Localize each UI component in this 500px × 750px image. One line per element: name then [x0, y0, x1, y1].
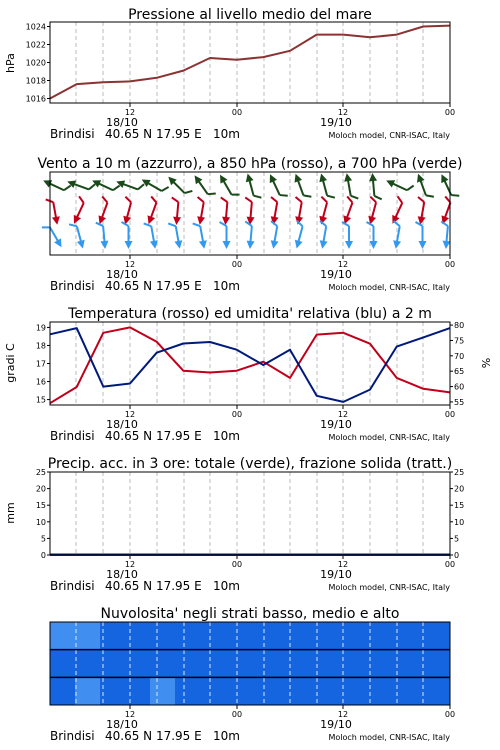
wind-head — [42, 177, 53, 188]
plot-frame — [50, 472, 450, 555]
x-tick-label: 12 — [124, 410, 136, 419]
y-tick-label-right: 20 — [454, 484, 465, 494]
x-tick-label: 00 — [444, 710, 456, 719]
date-label: 18/10 — [106, 568, 138, 581]
elevation-label: 10m — [213, 429, 240, 443]
wind-arrow — [169, 197, 182, 225]
y-tick-label: 15 — [35, 501, 46, 511]
wind-arrow — [363, 197, 381, 226]
wind-arrow — [290, 221, 308, 250]
series-line — [50, 328, 450, 402]
coords-label: 40.65 N 17.95 E — [105, 127, 202, 141]
wind-arrow — [168, 222, 184, 250]
x-tick-label: 00 — [231, 710, 243, 719]
wind-barb — [426, 193, 434, 199]
cloud-cell — [225, 622, 251, 650]
wind-barb — [138, 183, 144, 191]
wind-head — [77, 240, 87, 250]
wind-head — [419, 241, 427, 249]
wind-arrow — [438, 171, 459, 200]
x-tick-label: 12 — [337, 560, 349, 569]
wind-arrow — [193, 222, 209, 250]
y-tick-label: 18 — [35, 341, 46, 351]
wind-barb — [89, 183, 95, 191]
wind-arrow — [385, 174, 414, 195]
cloud-cell — [75, 650, 101, 678]
cloud-cell — [75, 677, 101, 705]
series-line — [50, 327, 450, 403]
wind-head — [343, 173, 352, 182]
cloud-cell — [125, 622, 151, 650]
cloud-cell — [425, 677, 451, 705]
y-tick-label-right: 15 — [454, 501, 465, 511]
panel-title: Temperatura (rosso) ed umidita' relativa (blu) a 2 m — [68, 306, 432, 322]
wind-arrow — [244, 172, 262, 201]
wind-barb — [254, 194, 262, 200]
cloud-cell — [175, 650, 201, 678]
x-tick-label: 12 — [124, 710, 136, 719]
wind-head — [172, 217, 181, 226]
wind-barb — [245, 197, 252, 202]
wind-barb — [327, 194, 335, 200]
model-credit: Moloch model, CNR-ISAC, Italy — [328, 433, 450, 442]
x-tick-label: 00 — [444, 260, 456, 269]
wind-barb — [42, 224, 50, 231]
y-axis-label: % — [480, 357, 493, 369]
y-tick-label: 0 — [40, 551, 46, 560]
wind-arrow — [243, 221, 256, 249]
y-tick-label: 5 — [40, 534, 46, 544]
wind-head — [125, 241, 133, 249]
wind-barb — [197, 197, 205, 202]
model-credit: Moloch model, CNR-ISAC, Italy — [328, 131, 450, 140]
wind-head — [269, 240, 278, 249]
date-label: 18/10 — [106, 418, 138, 431]
y-tick-label: 15 — [35, 395, 46, 405]
cloud-cell — [50, 650, 76, 678]
wind-arrow — [42, 222, 65, 251]
x-tick-label: 00 — [444, 108, 456, 117]
y-tick-label: 1024 — [25, 22, 46, 32]
cloud-cell — [350, 650, 376, 678]
wind-barb — [193, 222, 201, 227]
y-tick-label: 17 — [35, 359, 46, 369]
wind-head — [317, 216, 327, 226]
series-line — [50, 26, 450, 99]
x-tick-label: 12 — [337, 710, 349, 719]
wind-arrow — [46, 198, 62, 226]
elevation-label: 10m — [213, 579, 240, 593]
wind-barb — [168, 222, 176, 227]
cloud-cell — [350, 622, 376, 650]
cloud-cell — [325, 650, 351, 678]
cloud-cell — [300, 650, 326, 678]
wind-head — [217, 173, 228, 184]
wind-head — [293, 240, 303, 250]
wind-barb — [451, 192, 459, 199]
wind-arrow — [436, 196, 456, 225]
location-label: Brindisi — [50, 279, 95, 293]
coords-label: 40.65 N 17.95 E — [105, 579, 202, 593]
y-tick-label-right: 80 — [454, 321, 465, 331]
panel-title: Precip. acc. in 3 ore: totale (verde), frazione solida (tratt.) — [47, 456, 453, 472]
wind-arrow — [122, 222, 133, 249]
x-tick-label: 00 — [231, 260, 243, 269]
cloud-cell — [150, 622, 176, 650]
y-tick-label-right: 5 — [454, 534, 460, 544]
elevation-label: 10m — [213, 279, 240, 293]
cloud-cell — [425, 650, 451, 678]
cloud-cell — [325, 677, 351, 705]
cloud-cell — [100, 677, 126, 705]
x-tick-label: 12 — [124, 560, 136, 569]
y-axis-label: hPa — [4, 53, 17, 73]
plot-frame — [50, 22, 450, 103]
wind-arrow — [69, 221, 87, 250]
location-label: Brindisi — [50, 579, 95, 593]
date-label: 19/10 — [320, 568, 352, 581]
cloud-cell — [250, 650, 276, 678]
wind-arrow — [414, 171, 434, 200]
wind-barb — [46, 198, 54, 203]
date-label: 19/10 — [320, 116, 352, 129]
wind-arrow — [292, 171, 312, 200]
wind-head — [266, 173, 277, 184]
wind-head — [100, 241, 109, 250]
wind-arrow — [165, 172, 192, 199]
y-tick-label-right: 70 — [454, 351, 465, 361]
date-label: 18/10 — [106, 116, 138, 129]
wind-head — [317, 172, 327, 182]
y-tick-label-right: 65 — [454, 367, 465, 377]
y-tick-label: 1016 — [25, 94, 46, 104]
x-tick-label: 12 — [124, 108, 136, 117]
y-tick-label: 1018 — [25, 76, 46, 86]
cloud-cell — [200, 622, 226, 650]
wind-arrow — [266, 197, 282, 225]
cloud-cell — [250, 677, 276, 705]
location-label: Brindisi — [50, 127, 95, 141]
wind-barb — [77, 196, 85, 203]
x-tick-label: 12 — [124, 260, 136, 269]
wind-barb — [444, 196, 452, 202]
wind-barb — [374, 195, 381, 200]
cloud-cell — [350, 677, 376, 705]
wind-arrow — [317, 172, 335, 201]
wind-arrow — [413, 197, 429, 225]
wind-arrow — [220, 222, 231, 249]
y-tick-label-right: 25 — [454, 468, 465, 477]
wind-barb — [270, 197, 278, 202]
cloud-cell — [300, 677, 326, 705]
wind-arrow — [118, 197, 136, 226]
y-tick-label-right: 55 — [454, 397, 465, 407]
panel-1 — [4, 7, 455, 141]
wind-barb — [232, 191, 240, 198]
model-credit: Moloch model, CNR-ISAC, Italy — [328, 283, 450, 292]
plot-frame — [50, 322, 450, 405]
x-tick-label: 00 — [231, 560, 243, 569]
panel-2 — [37, 156, 462, 293]
date-label: 18/10 — [106, 268, 138, 281]
wind-arrow — [315, 221, 331, 249]
x-tick-label: 00 — [231, 108, 243, 117]
panel-title: Vento a 10 m (azzurro), a 850 hPa (rosso), a 700 hPa (verde) — [37, 156, 463, 172]
y-tick-label: 1020 — [25, 58, 46, 68]
coords-label: 40.65 N 17.95 E — [105, 429, 202, 443]
cloud-cell — [50, 677, 76, 705]
y-tick-label: 20 — [35, 484, 46, 494]
cloud-cell — [200, 677, 226, 705]
x-tick-label: 12 — [337, 410, 349, 419]
y-axis-label: gradi C — [4, 343, 17, 383]
wind-head — [318, 240, 327, 249]
wind-barb — [64, 184, 71, 192]
wind-barb — [144, 222, 152, 227]
cloud-cell — [200, 650, 226, 678]
y-tick-label-right: 10 — [454, 517, 465, 527]
wind-barb — [351, 195, 359, 200]
wind-arrow — [68, 196, 89, 225]
wind-arrow — [367, 222, 378, 249]
wind-barb — [185, 188, 193, 196]
cloud-cell — [225, 677, 251, 705]
x-tick-label: 00 — [444, 560, 456, 569]
wind-arrow — [243, 197, 256, 225]
elevation-label: 10m — [213, 729, 240, 743]
coords-label: 40.65 N 17.95 E — [105, 279, 202, 293]
wind-barb — [320, 197, 328, 203]
cloud-cell — [250, 622, 276, 650]
wind-barb — [101, 196, 109, 202]
date-label: 18/10 — [106, 718, 138, 731]
cloud-cell — [400, 677, 426, 705]
wind-arrow — [217, 171, 240, 200]
wind-barb — [220, 197, 227, 202]
x-tick-label: 12 — [337, 260, 349, 269]
wind-head — [370, 241, 378, 249]
cloud-cell — [100, 650, 126, 678]
y-tick-label: 25 — [35, 468, 46, 477]
wind-arrow — [191, 171, 215, 199]
cloud-cell — [275, 650, 301, 678]
cloud-cell — [425, 622, 451, 650]
wind-barb — [295, 197, 303, 202]
cloud-cell — [400, 622, 426, 650]
wind-head — [52, 216, 61, 225]
wind-head — [246, 241, 255, 250]
y-tick-label-right: 60 — [454, 382, 465, 392]
wind-arrow — [266, 171, 287, 200]
wind-arrow — [66, 175, 95, 195]
model-credit: Moloch model, CNR-ISAC, Italy — [328, 733, 450, 742]
wind-barb — [407, 184, 414, 192]
date-label: 19/10 — [320, 718, 352, 731]
wind-head — [150, 240, 159, 249]
x-tick-label: 12 — [337, 108, 349, 117]
cloud-cell — [400, 650, 426, 678]
y-tick-label-right: 75 — [454, 336, 465, 346]
wind-head — [292, 172, 302, 182]
wind-barb — [113, 184, 120, 192]
wind-barb — [280, 192, 288, 199]
cloud-cell — [75, 622, 101, 650]
y-tick-label: 1022 — [25, 40, 46, 50]
wind-arrow — [96, 222, 109, 250]
wind-arrow — [115, 175, 144, 195]
wind-head — [442, 241, 451, 250]
wind-barb — [171, 197, 178, 202]
wind-arrow — [416, 222, 427, 249]
y-tick-label: 19 — [35, 323, 46, 333]
cloud-cell — [50, 622, 76, 650]
wind-barb — [124, 197, 132, 203]
model-credit: Moloch model, CNR-ISAC, Italy — [328, 583, 450, 592]
panel-3 — [4, 306, 493, 443]
panel-5 — [50, 606, 455, 743]
panel-title: Pressione al livello medio del mare — [128, 7, 372, 23]
cloud-cell — [175, 622, 201, 650]
x-tick-label: 00 — [231, 410, 243, 419]
cloud-cell — [300, 622, 326, 650]
wind-head — [54, 238, 65, 249]
cloud-cell — [325, 622, 351, 650]
wind-barb — [417, 197, 425, 202]
wind-barb — [303, 193, 311, 199]
wind-arrow — [193, 197, 209, 225]
wind-arrow — [218, 197, 231, 225]
wind-barb — [208, 190, 216, 197]
cloud-cell — [150, 677, 176, 705]
cloud-cell — [225, 650, 251, 678]
wind-arrow — [342, 222, 353, 249]
location-label: Brindisi — [50, 729, 95, 743]
cloud-cell — [125, 677, 151, 705]
panel-4 — [4, 456, 464, 593]
wind-head — [345, 241, 353, 249]
wind-barb — [150, 196, 158, 202]
wind-head — [174, 240, 183, 249]
cloud-cell — [125, 650, 151, 678]
coords-label: 40.65 N 17.95 E — [105, 729, 202, 743]
wind-head — [438, 173, 449, 184]
elevation-label: 10m — [213, 127, 240, 141]
panel-title: Nuvolosita' negli strati basso, medio e alto — [100, 606, 400, 622]
y-axis-label: mm — [4, 502, 17, 524]
wind-arrow — [343, 172, 359, 200]
wind-arrow — [142, 196, 162, 225]
y-tick-label: 10 — [35, 517, 46, 527]
cloud-cell — [150, 650, 176, 678]
wind-head — [392, 240, 401, 249]
wind-head — [223, 241, 231, 249]
wind-head — [199, 240, 208, 249]
wind-arrow — [338, 196, 358, 225]
wind-head — [244, 172, 254, 182]
cloud-cell — [275, 677, 301, 705]
y-tick-label: 16 — [35, 377, 46, 387]
cloud-cell — [100, 622, 126, 650]
wind-head — [385, 177, 396, 188]
y-tick-label-right: 0 — [454, 551, 460, 560]
location-label: Brindisi — [50, 429, 95, 443]
wind-arrow — [42, 174, 71, 195]
date-label: 19/10 — [320, 418, 352, 431]
wind-barb — [162, 185, 169, 193]
cloud-cell — [275, 622, 301, 650]
cloud-cell — [175, 677, 201, 705]
wind-arrow — [266, 221, 282, 249]
x-tick-label: 00 — [444, 410, 456, 419]
date-label: 19/10 — [320, 268, 352, 281]
